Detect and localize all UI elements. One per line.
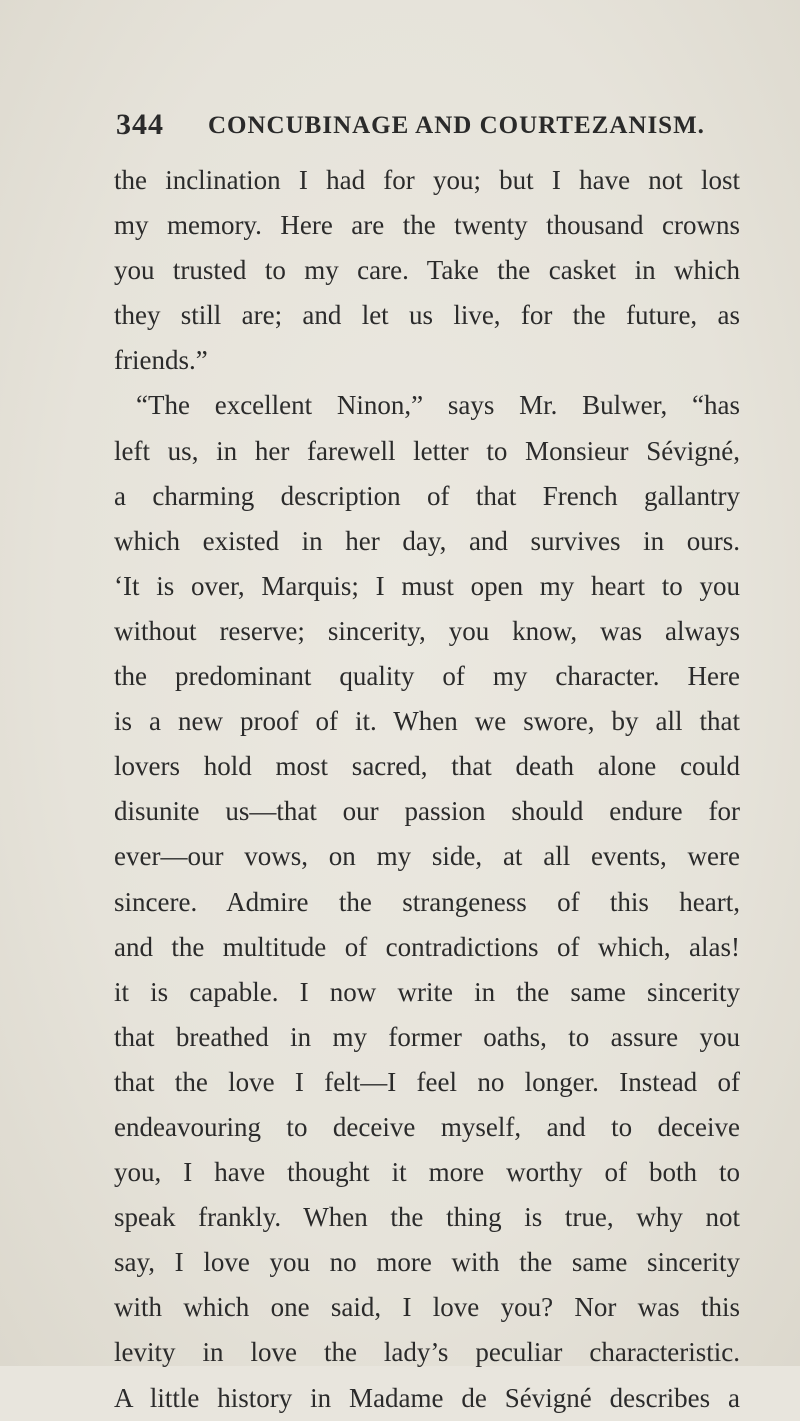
body-text <box>114 158 740 1421</box>
running-title: CONCUBINAGE AND COURTEZANISM. <box>208 112 705 139</box>
text-line: friends.” <box>114 345 208 376</box>
text-line: say, I love you no more with the same sincerity <box>114 1247 740 1278</box>
text-line: ever—our vows, on my side, at all events, were <box>114 841 740 872</box>
text-line: is a new proof of it. When we swore, by all that <box>114 706 740 737</box>
text-line: levity in love the lady’s peculiar characteristic. <box>114 1337 740 1368</box>
text-line: my memory. Here are the twenty thousand crowns <box>114 210 740 241</box>
text-line: a charming description of that French gallantry <box>114 480 740 511</box>
text-line: “The excellent Ninon,” says Mr. Bulwer, “has <box>136 390 740 421</box>
text-line: lovers hold most sacred, that death alone could <box>114 751 740 782</box>
text-line: the predominant quality of my character. Here <box>114 661 740 692</box>
text-line: without reserve; sincerity, you know, was always <box>114 615 740 646</box>
text-line: that the love I felt—I feel no longer. Instead of <box>114 1066 740 1097</box>
text-line: sincere. Admire the strangeness of this heart, <box>114 886 740 917</box>
page-header <box>116 108 736 144</box>
text-line: disunite us—that our passion should endure for <box>114 796 740 827</box>
text-line: speak frankly. When the thing is true, why not <box>114 1202 740 1233</box>
text-line: they still are; and let us live, for the future, as <box>114 300 740 331</box>
text-line: with which one said, I love you? Nor was this <box>114 1292 740 1323</box>
text-line: the inclination I had for you; but I have not lost <box>114 165 740 195</box>
text-line: endeavouring to deceive myself, and to deceive <box>114 1111 740 1142</box>
text-line: and the multitude of contradictions of which, alas! <box>114 931 740 962</box>
text-line: left us, in her farewell letter to Monsieur Sévigné, <box>114 435 740 466</box>
text-line: it is capable. I now write in the same sincerity <box>114 976 740 1007</box>
text-line: ‘It is over, Marquis; I must open my heart to you <box>114 570 740 601</box>
text-line: which existed in her day, and survives in ours. <box>114 525 740 556</box>
text-line: you, I have thought it more worthy of both to <box>114 1157 740 1188</box>
page-number: 344 <box>116 108 164 141</box>
text-line: you trusted to my care. Take the casket in which <box>114 255 740 286</box>
text-line: A little history in Madame de Sévigné describes a <box>114 1382 740 1413</box>
text-line: that breathed in my former oaths, to assure you <box>114 1021 740 1052</box>
